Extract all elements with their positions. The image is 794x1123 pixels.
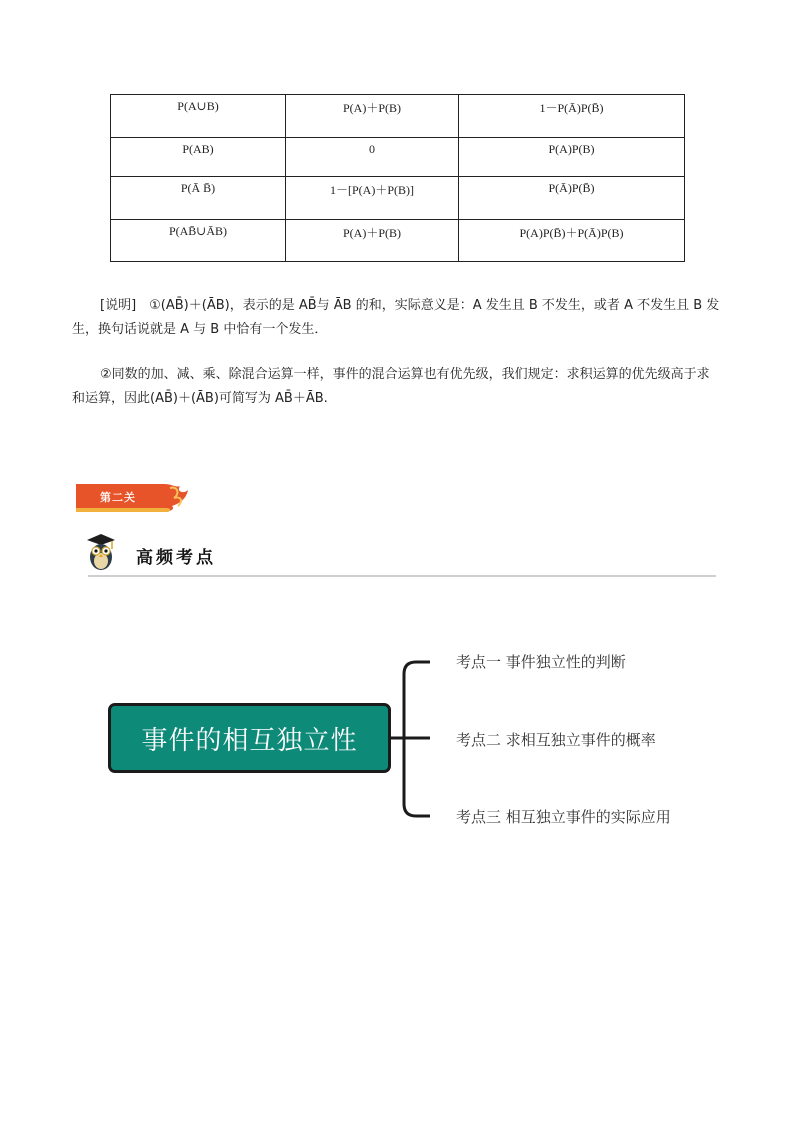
table-cell: 0 (286, 138, 459, 177)
table-row (111, 177, 685, 220)
table-cell: P(A)＋P(B) (286, 95, 459, 138)
owl-scholar-icon (86, 532, 116, 572)
table-cell: P(Ā)P(B̄) (459, 177, 685, 220)
section-badge-label: 第二关 (100, 491, 136, 504)
note-text: [说明] ①(AB̄)＋(ĀB)，表示的是 AB̄与 ĀB 的和，实际意义是：A 发生且 B 不发生，或者 A 不发生且 B 发生，换句话说就是 A 与 B 中恰有一个发生． (72, 298, 720, 337)
table-cell: P(A)P(B̄)＋P(Ā)P(B) (459, 220, 685, 262)
table-row (111, 95, 685, 138)
table-cell: P(Ā B̄) (111, 177, 286, 220)
mindmap-center-label: 事件的相互独立性 (141, 725, 358, 756)
probability-table (110, 94, 685, 262)
note-text: ②同数的加、减、乘、除混合运算一样，事件的混合运算也有优先级，我们规定：求积运算的优先级高于求和运算，因此(AB̄)＋(ĀB)可简写为 AB̄＋ĀB. (72, 367, 710, 406)
mindmap-branch-2: 考点二 求相互独立事件的概率 (456, 731, 656, 749)
mindmap-connector (390, 650, 450, 830)
mindmap-center-node (108, 703, 391, 773)
table-cell: 1－P(Ā)P(B̄) (459, 95, 685, 138)
mindmap-branch-3: 考点三 相互独立事件的实际应用 (456, 808, 671, 826)
table-cell: P(AB̄∪ĀB) (111, 220, 286, 262)
explanation-note-1 (72, 294, 722, 342)
table-cell: P(AB) (111, 138, 286, 177)
section-title: 高频考点 (136, 548, 216, 568)
table-cell: P(A∪B) (111, 95, 286, 138)
mindmap-branch-1: 考点一 事件独立性的判断 (456, 653, 626, 671)
table-cell: 1－[P(A)＋P(B)] (286, 177, 459, 220)
explanation-note-2 (72, 363, 722, 411)
divider (88, 575, 716, 577)
table-cell: P(A)＋P(B) (286, 220, 459, 262)
table-cell: P(A)P(B) (459, 138, 685, 177)
table-row (111, 220, 685, 262)
table-row (111, 138, 685, 177)
